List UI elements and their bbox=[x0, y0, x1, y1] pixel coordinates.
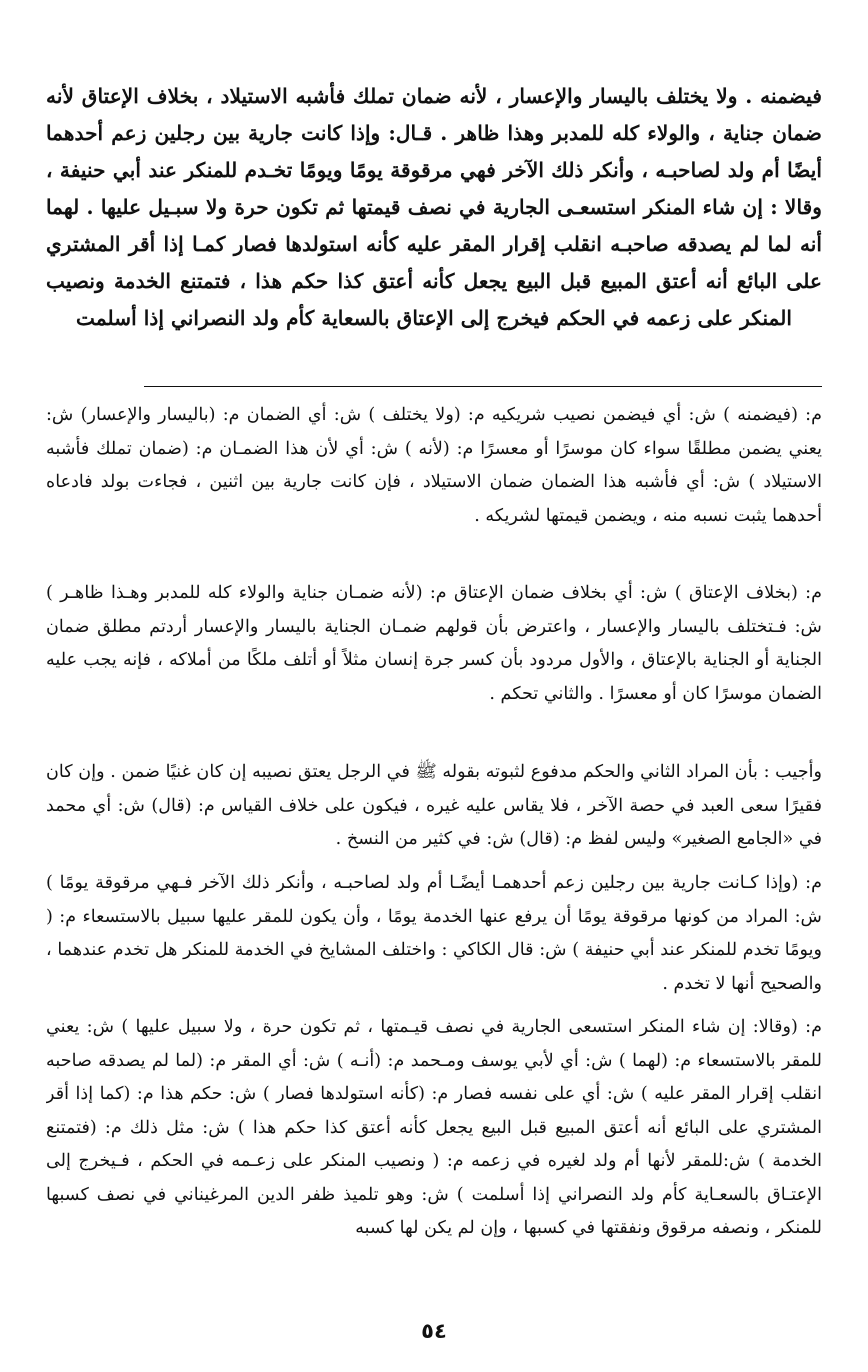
sharh-paragraph: م: (وإذا كـانت جارية بين رجلين زعم أحدهمـا أيضًـا أم ولد لصاحبـه ، وأنكر ذلك الآخر فـهي مرقوقة يومًا ) ش: المراد من كونها مرقوقة يومًا أن يرفع عنها الخدمة يومًا ، وأن يكون للمقر عليها سبيل بالاستسعاء م: ( ويومًا تخدم للمنكر عند أبي حنيفة ) ش: قال الكاكي : واختلف المشايخ في الخدمة للمنكر هل تخدم عندهما ، والصحيح أنها لا تخدم . bbox=[46, 873, 822, 994]
separator-rule bbox=[144, 386, 822, 387]
sharh-paragraph: م: (وقالا: إن شاء المنكر استسعى الجارية في نصف قيـمتها ، ثم تكون حرة ، ولا سبيل عليها ) ش: يعني للمقر بالاستسعاء م: (لهما ) ش: أي لأبي يوسف ومـحمد م: (أنـه ) ش: أي المقر م: (لما لم يصدقه صاحبه انقلب إقرار المقر عليه ) ش: أي على نفسه فصار م: (كأنه استولدها فصار ) ش: حكم هذا م: (كما إذا أقر المشتري على البائع أنه أعتق المبيع قبل البيع يجعل كأنه أعتق كذا حكم هذا ) ش: مثل ذلك م: (فتمتنع الخدمة ) ش:للمقر لأنها أم ولد لغيره في زعمه م: ( ونصيب المنكر على زعـمه في الحكم ، فـيخرج إلى الإعتـاق بالسعـاية كأم ولد النصراني إذا أسلمت ) ش: وهو تلميذ ظفر الدين المرغيناني في نصف كسبها للمنكر ، ونصفه مرقوق ونفقتها في كسبها ، وإن لم يكن لها كسبه bbox=[46, 1017, 822, 1238]
page-number: ٥٤ bbox=[421, 1319, 447, 1343]
sharh-paragraph: م: (بخلاف الإعتاق ) ش: أي بخلاف ضمان الإعتاق م: (لأنه ضمـان جناية والولاء كله للمدبر وهـذا ظاهـر ) ش: فـتختلف باليسار والإعسار ، واعترض بأن قولهم ضمـان الجناية باليسار والإعسار أردتم مطلق ضمان الجناية أو الجناية بالإعتاق ، والأول مردود بأن كسر جرة إنسان مثلاً أو أتلف ملكًا من أملاكه ، فإنه يجب عليه الضمان موسرًا كان أو معسرًا . والثاني تحكم . bbox=[46, 583, 822, 704]
sharh-paragraph: م: (فيضمنه ) ش: أي فيضمن نصيب شريكيه م: (ولا يختلف ) ش: أي الضمان م: (باليسار والإعسار) ش: يعني يضمن مطلقًا سواء كان موسرًا أو معسرًا م: (لأنه ) ش: أي لأن هذا الضمـان م: (ضمان تملك فأشبه الاستيلاد ) ش: أي فأشبه هذا الضمان ضمان الاستيلاد ، فإن كانت جارية بين اثنين ، فجاءت بولد فادعاه أحدهما يثبت نسبه منه ، ويضمن قيمتها لشريكه . bbox=[46, 405, 822, 526]
matn-text: فيضمنه . ولا يختلف باليسار والإعسار ، لأنه ضمان تملك فأشبه الاستيلاد ، بخلاف الإعتاق لأنه ضمان جناية ، والولاء كله للمدبر وهذا ظاهر . قـال: وإذا كانت جارية بين رجلين زعم أحدهما أيضًا أم ولد لصاحبـه ، وأنكر ذلك الآخر فهي مرقوقة يومًا ويومًا تخـدم للمنكر عند أبي حنيفة ، وقالا : إن شاء المنكر استسعـى الجارية في نصف قيمتها ثم تكون حرة ولا سبـيل عليها . لهما أنه لما لم يصدقه صاحبـه انقلب إقرار المقر عليه كأنه استولدها فصار كمـا إذا أقر المشتري على البائع أنه أعتق المبيع قبل البيع يجعل كأنه أعتق كذا حكم هذا ، فتمتنع الخدمة ونصيب المنكر على زعمه في الحكم فيخرج إلى الإعتاق بالسعاية كأم ولد النصراني إذا أسلمت bbox=[46, 84, 822, 330]
sharh-paragraph: وأجيب : بأن المراد الثاني والحكم مدفوع لثبوته بقوله ﷺ في الرجل يعتق نصيبه إن كان غنيًا ضمن . وإن كان فقيرًا سعى العبد في حصة الآخر ، فلا يقاس عليه غيره ، فيكون على خلاف القياس م: (قال) ش: أي محمد في «الجامع الصغير» وليس لفظ م: (قال) ش: في كثير من النسخ . bbox=[46, 762, 822, 849]
sharh-commentary bbox=[46, 399, 822, 1307]
